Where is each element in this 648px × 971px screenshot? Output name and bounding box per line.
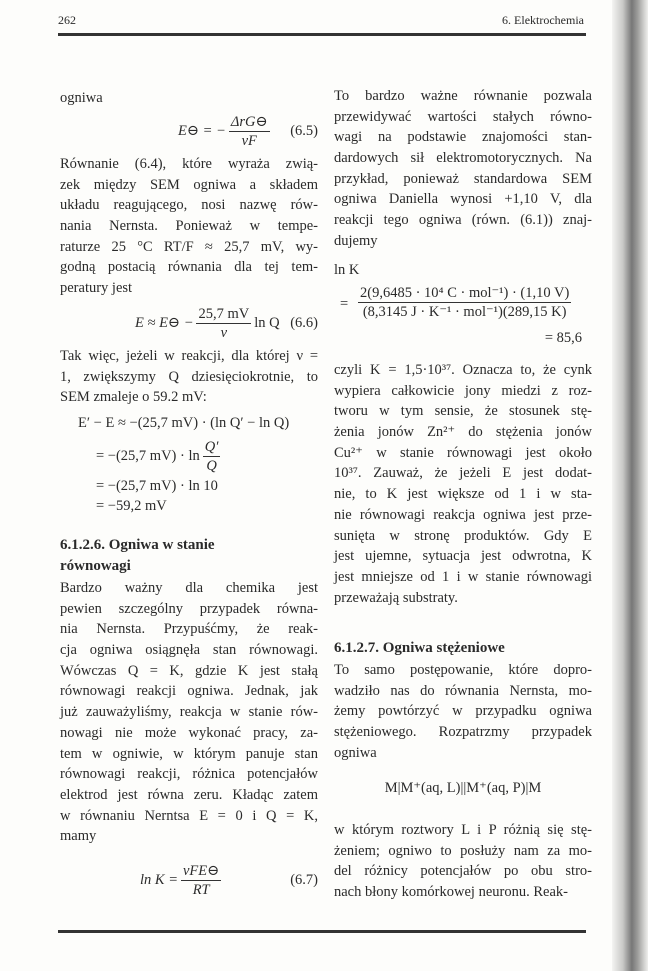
text-line: To samo postępowanie, które dopro-: [334, 662, 592, 678]
text-line: jest ujemne, sytuacja jest odwrotna, K: [334, 548, 592, 565]
text-line: dardowych sił elektromotorycznych. Na: [334, 150, 592, 167]
text-line: wagi na podstawie znajomości stan-: [334, 129, 592, 146]
calc-result: = 85,6: [544, 330, 582, 346]
text-line: przeważają substraty.: [334, 589, 458, 606]
text-line: peratury jest: [60, 280, 133, 297]
text-line: równowagi reakcji, różnica potencjałów: [60, 766, 318, 783]
eq-numerator: ΔrG⊖: [230, 114, 268, 130]
equation-6-7: [60, 862, 318, 899]
eq-denominator: Q: [206, 458, 217, 474]
cell-notation: M|M⁺(aq, L)||M⁺(aq, P)|M: [384, 780, 542, 796]
text-line: czyli K = 1,5·10³⁷. Oznacza to, że cynk: [334, 362, 592, 378]
text-line: raturze 25 °C RT/F ≈ 25,7 mV, wy-: [60, 238, 318, 255]
eq-numerator: νFE⊖: [183, 863, 220, 879]
eq-denominator: ν: [220, 325, 228, 341]
text-line: nach błony komórkowej neuronu. Reak-: [334, 884, 568, 901]
text-line: Cu²⁺ w stanie równowagi jest około: [334, 444, 592, 461]
text-line: del różnicy potencjałów po obu stro-: [334, 863, 592, 880]
text-line: sunięta w stronę produktów. Gdy E: [334, 527, 592, 544]
heading-line: 6.1.2.6. Ogniwa w stanie: [60, 537, 215, 553]
eq-denominator: RT: [192, 882, 210, 898]
text-line: dujemy: [334, 232, 378, 249]
text-line: równowagi reakcji ogniwa. Jednak, jak: [60, 683, 318, 700]
eq-denominator: νF: [241, 133, 257, 149]
footer-rule: [58, 930, 586, 933]
derivation-line-1: E′ − E ≈ −(25,7 mV) · (ln Q′ − ln Q): [78, 415, 290, 431]
derivation-line-2: [96, 438, 223, 475]
running-header: 6. Elektrochemia: [502, 13, 584, 27]
eq-lhs: E⊖ = −: [178, 122, 226, 139]
paragraph-equilibrium-constants: [334, 86, 592, 252]
text-line: żemy powtórzyć w przypadku ogniwa: [334, 703, 592, 720]
text-line: elektrod jest równa zeru. Kładąc zatem: [60, 786, 318, 803]
eq-rhs: ln Q: [254, 314, 280, 331]
text-line: żenia jonów Zn²⁺ do stężenia jonów: [334, 424, 592, 441]
text-line: stężeniowego. Rozpatrzmy przypadek: [334, 724, 592, 741]
text-line: nie równowagi reakcja ogniwa jest prze-: [334, 506, 592, 523]
paragraph-zinc-copper: [334, 360, 592, 608]
calc-fraction: [334, 284, 592, 321]
text-line: pewien szczególny przypadek równa-: [60, 600, 318, 617]
eq-numerator: Q′: [204, 439, 219, 455]
text-line: zek między SEM ogniwa a składem: [60, 176, 318, 193]
text-line: nania Nernsta. Ponieważ w tempe-: [60, 218, 318, 235]
text-line: cja ogniwa osiągnęła stan równowagi.: [60, 642, 318, 659]
text-line: wypiera całkowicie jony miedzi z roz-: [334, 382, 592, 399]
text-line: ogniwa: [60, 90, 103, 106]
book-binding-shadow: [612, 0, 648, 971]
paragraph-nernst: [60, 154, 318, 299]
equation-number: (6.5): [290, 123, 318, 139]
text-line: Bardzo ważny dla chemika jest: [60, 580, 318, 596]
text-line: 10³⁷. Zauważ, że jeżeli E jest dodat-: [334, 465, 592, 482]
derivation-text: = −(25,7 mV) · ln: [96, 447, 200, 464]
header-rule: [58, 33, 586, 36]
page-number: 262: [58, 13, 76, 27]
text-line: 1, zwiększymy Q dziesięciokrotnie, to: [60, 368, 318, 385]
text-line: wadziło nas do równania Nernsta, mo-: [334, 682, 592, 699]
text-line: mamy: [60, 828, 97, 845]
derivation-line-3: = −(25,7 mV) · ln 10: [96, 478, 218, 494]
text-line: przykład, ponieważ standardowa SEM: [334, 170, 592, 187]
eq-numerator: 2(9,6485 · 10⁴ C · mol⁻¹) · (1,10 V): [360, 285, 570, 301]
paragraph-intro: [60, 88, 318, 109]
eq-numerator: 25,7 mV: [198, 306, 250, 322]
text-line: ogniwa: [334, 744, 377, 761]
paragraph-equilibrium: [60, 578, 318, 847]
text-line: nia Nernsta. Przypuśćmy, że reak-: [60, 621, 318, 638]
text-line: godną postacią równania dla tej tem-: [60, 259, 318, 276]
heading-line: równowagi: [60, 558, 131, 574]
section-heading-6-1-2-6: [60, 535, 215, 577]
equation-number: (6.6): [290, 315, 318, 331]
text-line: w równaniu Nerntsa E = 0 i Q = K,: [60, 807, 318, 824]
text-line: tem w ogniwie, w którym panuje stan: [60, 745, 318, 762]
derivation-line-4: = −59,2 mV: [96, 498, 167, 514]
paragraph-concentration-cells: [334, 660, 592, 763]
paragraph-neuron-model: [334, 820, 592, 903]
text-line: Równanie (6.4), które wyraża zwią-: [60, 156, 318, 172]
eq-lhs: E ≈ E⊖ −: [135, 314, 194, 331]
text-line: w którym roztwory L i P różnią się stę-: [334, 822, 592, 838]
text-line: ogniwa Daniella wynosi +1,10 V, dla: [334, 191, 592, 208]
equation-6-5: [60, 113, 318, 150]
text-line: przewidywać wartości stałych równo-: [334, 108, 592, 125]
text-line: tworu w tym sensie, że stosunek stę-: [334, 403, 592, 420]
eq-lhs: ln K =: [140, 871, 178, 888]
text-line: nie, to K jest większe od 1 i w sta-: [334, 486, 592, 503]
equation-6-6: [60, 305, 318, 342]
text-line: nowagi nie może wykonać pracy, za-: [60, 724, 318, 741]
paragraph-example: [60, 346, 318, 408]
text-line: już zauważyliśmy, reakcja w stanie rów-: [60, 704, 318, 721]
calc-equals: =: [340, 296, 349, 312]
equation-number: (6.7): [290, 872, 318, 888]
calc-lnK-label: ln K: [334, 262, 360, 278]
text-line: reakcji tego ogniwa (równ. (6.1)) znaj-: [334, 212, 592, 229]
text-line: To bardzo ważne równanie pozwala: [334, 88, 592, 104]
section-heading-6-1-2-7: 6.1.2.7. Ogniwa stężeniowe: [334, 640, 505, 656]
text-line: jest mniejsze od 1 i w stanie równowagi: [334, 568, 592, 585]
text-line: układu reagującego, nosi nazwę rów-: [60, 197, 318, 214]
text-line: żeniem; ogniwo to posłuży nam za mo-: [334, 842, 592, 859]
text-line: SEM zmaleje o 59.2 mV:: [60, 389, 207, 406]
text-line: Wówczas Q = K, gdzie K jest stałą: [60, 662, 318, 679]
eq-denominator: (8,3145 J · K⁻¹ · mol⁻¹)(289,15 K): [362, 304, 567, 320]
text-line: Tak więc, jeżeli w reakcji, dla której ν =: [60, 348, 318, 364]
